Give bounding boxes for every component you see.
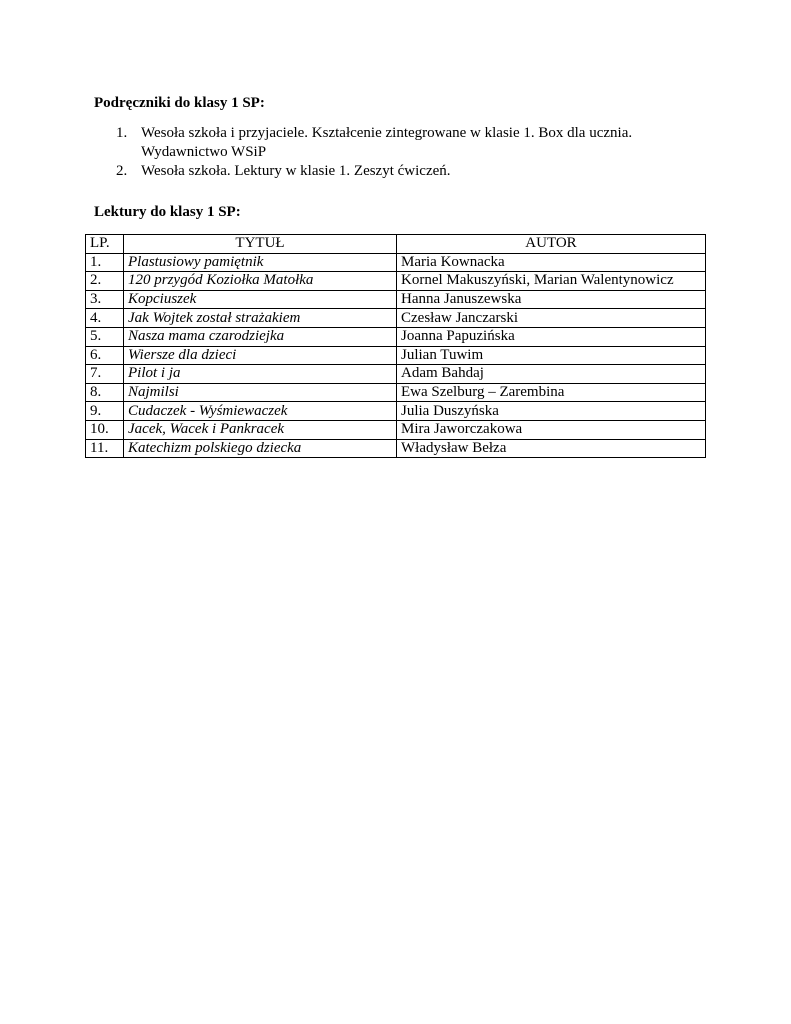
cell-author: Kornel Makuszyński, Marian Walentynowicz (397, 272, 706, 291)
list-item-number: 2. (116, 163, 128, 179)
cell-title: Najmilsi (124, 383, 397, 402)
textbook-list (94, 124, 694, 181)
list-item (94, 124, 694, 162)
cell-lp: 7. (86, 365, 124, 384)
list-item (94, 162, 694, 181)
list-item-text: Wesoła szkoła i przyjaciele. Kształcenie zintegrowane w klasie 1. Box dla ucznia. Wydawnictwo WSiP (141, 125, 633, 160)
column-header-author: AUTOR (397, 235, 706, 254)
textbooks-heading: Podręczniki do klasy 1 SP: (94, 95, 265, 111)
cell-title: Jak Wojtek został strażakiem (124, 309, 397, 328)
cell-title: Jacek, Wacek i Pankracek (124, 420, 397, 439)
cell-title: Kopciuszek (124, 290, 397, 309)
table-row (86, 402, 706, 421)
cell-lp: 11. (86, 439, 124, 458)
cell-lp: 1. (86, 253, 124, 272)
column-header-title: TYTUŁ (124, 235, 397, 254)
cell-title: Plastusiowy pamiętnik (124, 253, 397, 272)
cell-lp: 4. (86, 309, 124, 328)
cell-lp: 9. (86, 402, 124, 421)
readings-table (85, 234, 706, 458)
column-header-lp: LP. (86, 235, 124, 254)
cell-author: Ewa Szelburg – Zarembina (397, 383, 706, 402)
list-item-text: Wesoła szkoła. Lektury w klasie 1. Zeszyt ćwiczeń. (141, 163, 451, 179)
table-row (86, 327, 706, 346)
table-row (86, 365, 706, 384)
cell-lp: 10. (86, 420, 124, 439)
cell-author: Władysław Bełza (397, 439, 706, 458)
cell-title: Nasza mama czarodziejka (124, 327, 397, 346)
cell-lp: 6. (86, 346, 124, 365)
table-row (86, 346, 706, 365)
cell-lp: 2. (86, 272, 124, 291)
cell-author: Mira Jaworczakowa (397, 420, 706, 439)
cell-lp: 8. (86, 383, 124, 402)
list-item-number: 1. (116, 125, 128, 141)
cell-title: Katechizm polskiego dziecka (124, 439, 397, 458)
cell-lp: 3. (86, 290, 124, 309)
table-row (86, 309, 706, 328)
cell-author: Julian Tuwim (397, 346, 706, 365)
table-row (86, 290, 706, 309)
table-row (86, 420, 706, 439)
cell-author: Czesław Janczarski (397, 309, 706, 328)
cell-title: Cudaczek - Wyśmiewaczek (124, 402, 397, 421)
readings-heading: Lektury do klasy 1 SP: (94, 204, 241, 220)
table-row (86, 383, 706, 402)
cell-title: 120 przygód Koziołka Matołka (124, 272, 397, 291)
cell-author: Joanna Papuzińska (397, 327, 706, 346)
cell-author: Hanna Januszewska (397, 290, 706, 309)
table-row (86, 253, 706, 272)
table-row (86, 272, 706, 291)
cell-title: Wiersze dla dzieci (124, 346, 397, 365)
cell-author: Maria Kownacka (397, 253, 706, 272)
cell-author: Julia Duszyńska (397, 402, 706, 421)
cell-title: Pilot i ja (124, 365, 397, 384)
cell-lp: 5. (86, 327, 124, 346)
cell-author: Adam Bahdaj (397, 365, 706, 384)
table-header-row (86, 235, 706, 254)
table-row (86, 439, 706, 458)
